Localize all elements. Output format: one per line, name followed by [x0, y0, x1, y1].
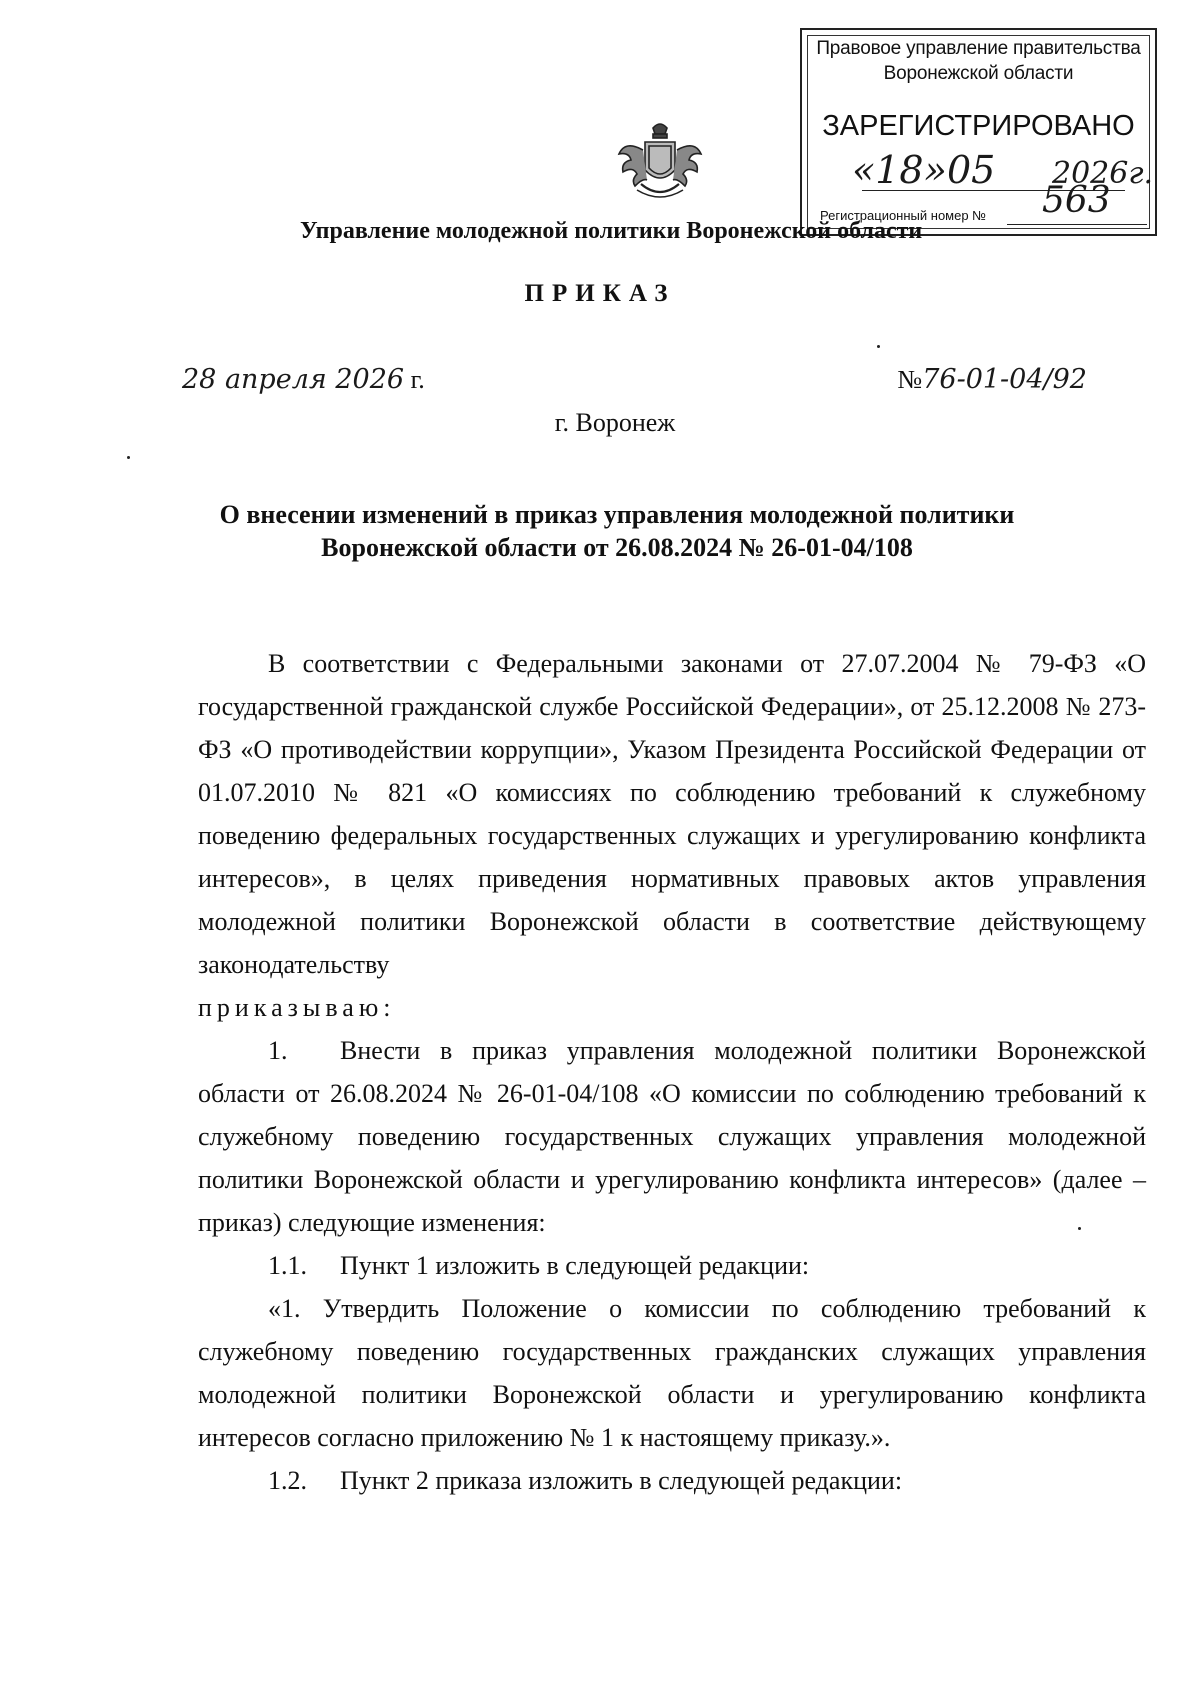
item-1-text: Внести в приказ управления молодежной политики Воронежской области от 26.08.2024 № 26-01-04/108 «О комиссии по соблюдению требований к служебному поведению государственных служащих управления молодежной политики Воронежской области и урегулированию конфликта интересов» (далее – приказ) следующие изменения:: [198, 1036, 1146, 1237]
preamble-paragraph: В соответствии с Федеральными законами от 27.07.2004 № 79-ФЗ «О государственной гражданской службе Российской Федерации», от 25.12.2008 № 273-ФЗ «О противодействии коррупции», Указом Президента Российской Федерации от 01.07.2010 № 821 «О комиссиях по соблюдению требований к служебному поведению федеральных государственных служащих и урегулированию конфликта интересов», в целях приведения нормативных правовых актов управления молодежной политики Воронежской области в соответствие действующему законодательству: [198, 649, 1146, 979]
item-1-2-number: 1.2.: [268, 1466, 307, 1495]
order-date-suffix: г.: [410, 365, 425, 394]
document-body: [198, 642, 1146, 1502]
stamp-authority-line2: Воронежской области: [883, 63, 1074, 84]
scan-speck: [1078, 1227, 1081, 1230]
scan-speck: [127, 456, 130, 459]
stamp-date-month: 05: [947, 148, 996, 192]
stamp-registered-label: ЗАРЕГИСТРИРОВАНО: [822, 110, 1135, 142]
item-1-1-number: 1.1.: [268, 1251, 307, 1280]
item-1-1: [198, 1244, 1146, 1287]
item-1-number: 1.: [268, 1036, 288, 1065]
item-1-2-text: Пункт 2 приказа изложить в следующей редакции:: [340, 1466, 903, 1495]
order-date: [182, 364, 425, 395]
scan-speck: [877, 345, 880, 348]
item-1-1-text: Пункт 1 изложить в следующей редакции:: [340, 1251, 810, 1280]
item-1-1-quote: «1. Утвердить Положение о комиссии по соблюдению требований к служебному поведению государственных гражданских служащих управления молодежной политики Воронежской области и урегулированию конфликта интересов согласно приложению № 1 к настоящему приказу.».: [198, 1294, 1146, 1452]
organization-name: Управление молодежной политики Воронежской области: [300, 218, 923, 244]
document-subject: [182, 498, 1052, 564]
stamp-authority-line1: Правовое управление правительства: [816, 38, 1141, 59]
item-1-2: [198, 1459, 1146, 1502]
stamp-number-value: 563: [1042, 180, 1111, 221]
stamp-number-underline: [1007, 224, 1147, 225]
item-1: [198, 1029, 1146, 1244]
order-number: [897, 364, 1087, 395]
document-type: ПРИКАЗ: [524, 280, 676, 307]
city: г. Воронеж: [554, 408, 676, 437]
subject-line1: О внесении изменений в приказ управления молодежной политики: [219, 500, 1015, 529]
registration-stamp: [800, 28, 1157, 236]
order-number-handwritten: 76-01-04/92: [922, 364, 1087, 395]
order-date-handwritten: 28 апреля 2026: [182, 364, 405, 395]
stamp-date-year: 2026г.: [1052, 156, 1154, 191]
subject-line2: Воронежской области от 26.08.2024 № 26-01-04/108: [321, 533, 913, 562]
stamp-date-day: «18»: [852, 148, 947, 192]
order-number-prefix: №: [897, 365, 923, 394]
stamp-number-label: Регистрационный номер №: [820, 208, 987, 223]
coat-of-arms-icon: [615, 120, 705, 200]
order-word: приказываю:: [198, 993, 396, 1022]
